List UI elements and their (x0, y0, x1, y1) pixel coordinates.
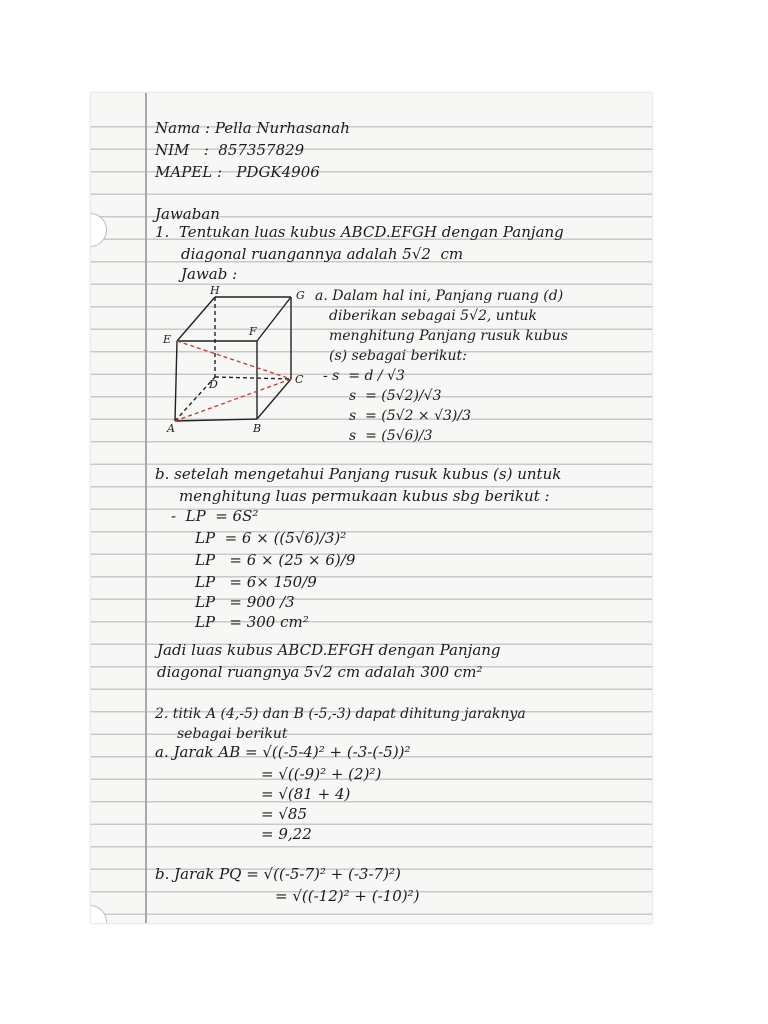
part-b-line-8: LP = 300 cm² (195, 613, 309, 631)
vertex-label: D (209, 378, 218, 391)
part-b-line-5: LP = 6 × (25 × 6)/9 (195, 551, 356, 569)
margin-line (145, 93, 147, 923)
distance-ab-line-4: = √85 (261, 805, 307, 823)
cube-diagram (157, 285, 317, 435)
course-code: MAPEL : PDGK4906 (155, 163, 320, 181)
part-a-line-2: diberikan sebagai 5√2, untuk (329, 308, 537, 324)
binder-hole (91, 905, 107, 923)
part-b-line-3: - LP = 6S² (171, 507, 259, 525)
part-b-line-6: LP = 6× 150/9 (195, 573, 317, 591)
question-1-line-1: 1. Tentukan luas kubus ABCD.EFGH dengan Panjang (155, 223, 564, 241)
distance-pq-line-2: = √((-12)² + (-10)²) (275, 887, 420, 905)
part-a-line-7: s = (5√2 × √3)/3 (349, 408, 472, 424)
part-a-line-8: s = (5√6)/3 (349, 428, 433, 444)
part-a-line-4: (s) sebagai berikut: (329, 348, 467, 364)
distance-pq-line-1: b. Jarak PQ = √((-5-7)² + (-3-7)²) (155, 865, 401, 883)
answers-heading: Jawaban (155, 205, 220, 223)
vertex-label: F (249, 325, 257, 338)
part-a-line-5: - s = d / √3 (323, 368, 405, 384)
part-a-line-3: menghitung Panjang rusuk kubus (329, 328, 568, 344)
part-b-line-7: LP = 900 /3 (195, 593, 295, 611)
notebook-page (91, 93, 652, 923)
part-a-line-6: s = (5√2)/√3 (349, 388, 442, 404)
distance-ab-result: = 9,22 (261, 825, 312, 843)
question-2-line-2: sebagai berikut (177, 726, 288, 742)
distance-ab-line-2: = √((-9)² + (2)²) (261, 765, 382, 783)
part-b-line-4: LP = 6 × ((5√6)/3)² (195, 529, 347, 547)
question-2-line-1: 2. titik A (4,-5) dan B (-5,-3) dapat dihitung jaraknya (155, 706, 526, 722)
distance-ab-line-1: a. Jarak AB = √((-5-4)² + (-3-(-5))² (155, 743, 411, 761)
vertex-label: B (253, 422, 262, 435)
jawab-label: Jawab : (181, 265, 238, 283)
student-nim: NIM : 857357829 (155, 141, 305, 159)
vertex-label: G (296, 289, 305, 302)
part-a-line-1: a. Dalam hal ini, Panjang ruang (d) (315, 288, 564, 304)
part-b-line-1: b. setelah mengetahui Panjang rusuk kubus (s) untuk (155, 465, 562, 483)
vertex-label: C (295, 373, 304, 386)
conclusion-line-2: diagonal ruangnya 5√2 cm adalah 300 cm² (157, 663, 483, 681)
binder-hole (91, 213, 107, 247)
distance-ab-line-3: = √(81 + 4) (261, 785, 351, 803)
vertex-label: H (210, 285, 220, 297)
student-name: Nama : Pella Nurhasanah (155, 119, 350, 137)
question-1-line-2: diagonal ruangannya adalah 5√2 cm (181, 245, 464, 263)
conclusion-line-1: Jadi luas kubus ABCD.EFGH dengan Panjang (157, 641, 501, 659)
part-b-line-2: menghitung luas permukaan kubus sbg berikut : (179, 487, 550, 505)
vertex-label: E (163, 333, 172, 346)
vertex-label: A (167, 422, 175, 435)
